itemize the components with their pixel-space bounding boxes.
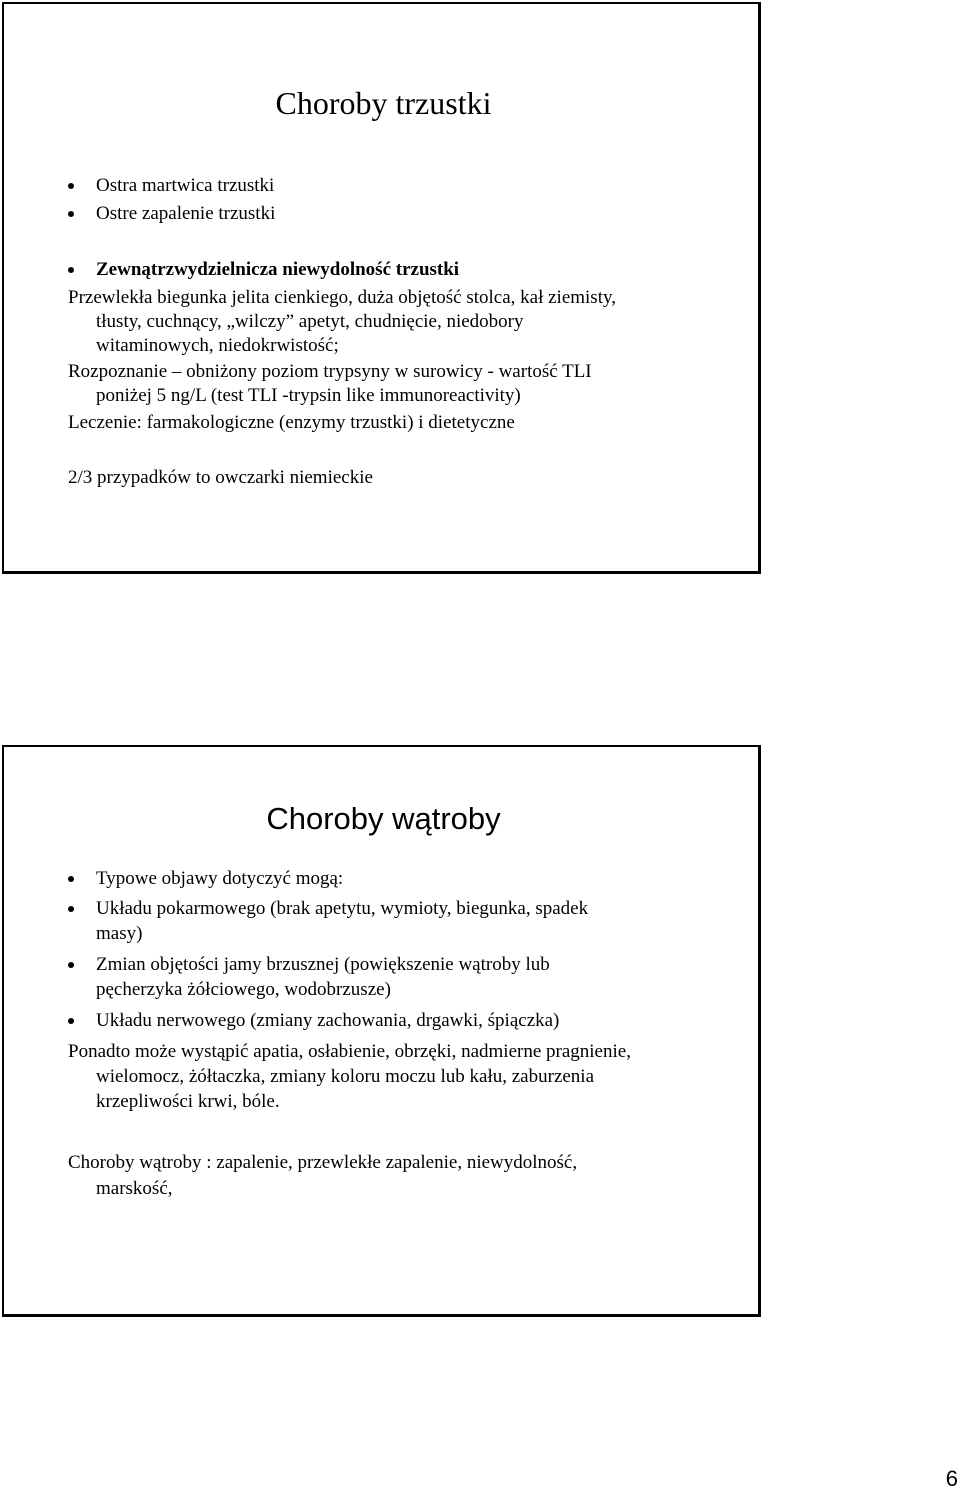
bullet-icon: [68, 183, 74, 189]
paragraph-line: Choroby wątroby : zapalenie, przewlekłe zapalenie, niewydolność,: [68, 1152, 578, 1173]
bullet-item: Zmian objętości jamy brzusznej (powiększenie wątroby lub: [96, 954, 550, 975]
paragraph-line: marskość,: [96, 1178, 173, 1199]
bullet-item-continuation: pęcherzyka żółciowego, wodobrzusze): [96, 979, 391, 1000]
paragraph-line: tłusty, cuchnący, „wilczy” apetyt, chudnięcie, niedobory: [96, 311, 524, 332]
bullet-item: Układu pokarmowego (brak apetytu, wymioty, biegunka, spadek: [96, 898, 589, 919]
bullet-icon: [68, 876, 74, 882]
slide-title: Choroby trzustki: [275, 85, 492, 121]
slide-title: Choroby wątroby: [266, 801, 501, 836]
bullet-item-continuation: masy): [96, 923, 143, 944]
bullet-item: Układu nerwowego (zmiany zachowania, drgawki, śpiączka): [96, 1010, 560, 1031]
paragraph-line: Rozpoznanie – obniżony poziom trypsyny w surowicy - wartość TLI: [68, 361, 592, 382]
bullet-item-heading: Zewnątrzwydzielnicza niewydolność trzustki: [96, 259, 460, 280]
bullet-icon: [68, 211, 74, 217]
bullet-icon: [68, 1018, 74, 1024]
paragraph-line: Ponadto może wystąpić apatia, osłabienie, obrzęki, nadmierne pragnienie,: [68, 1041, 631, 1062]
paragraph-line: Leczenie: farmakologiczne (enzymy trzustki) i dietetyczne: [68, 412, 515, 433]
bullet-icon: [68, 267, 74, 273]
slide-liver-diseases: [2, 745, 761, 1317]
bullet-item: Ostra martwica trzustki: [96, 175, 275, 196]
bullet-item: Typowe objawy dotyczyć mogą:: [96, 868, 344, 889]
slide-pancreas-diseases: [2, 2, 761, 574]
bullet-item: Ostre zapalenie trzustki: [96, 203, 276, 224]
bullet-icon: [68, 962, 74, 968]
paragraph-line: witaminowych, niedokrwistość;: [96, 335, 339, 356]
paragraph-line: poniżej 5 ng/L (test TLI -trypsin like immunoreactivity): [96, 385, 521, 406]
paragraph-line: wielomocz, żółtaczka, zmiany koloru moczu lub kału, zaburzenia: [96, 1066, 595, 1087]
page-number: 6: [945, 1466, 958, 1491]
paragraph-line: krzepliwości krwi, bóle.: [96, 1091, 280, 1112]
paragraph-line: 2/3 przypadków to owczarki niemieckie: [68, 467, 373, 488]
bullet-icon: [68, 906, 74, 912]
paragraph-line: Przewlekła biegunka jelita cienkiego, duża objętość stolca, kał ziemisty,: [68, 287, 616, 308]
